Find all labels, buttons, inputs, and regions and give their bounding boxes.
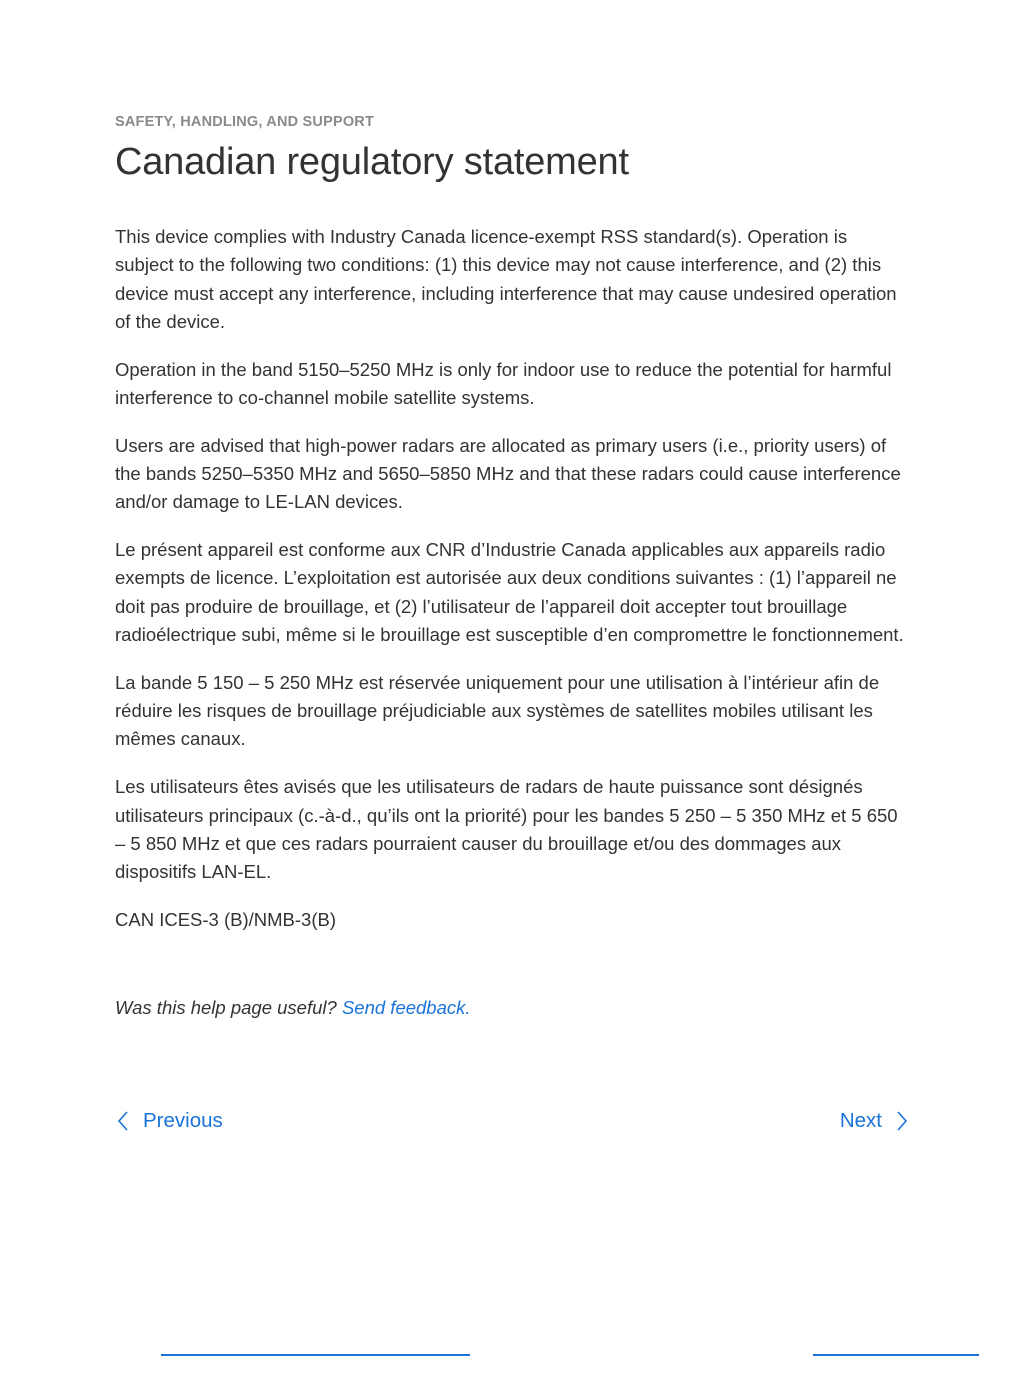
paragraph-radars: Users are advised that high-power radars are allocated as primary users (i.e., priority users) of the bands 5250–5350 MHz and 5650–5850 MHz and that these radars could cause interference and/or damage to LE-LAN devices. — [115, 434, 901, 513]
section-eyebrow: SAFETY, HANDLING, AND SUPPORT — [115, 114, 375, 130]
next-link[interactable] — [840, 1106, 910, 1136]
footer-divider-right — [813, 1354, 979, 1356]
paragraph-fr-conformite: Le présent appareil est conforme aux CNR d’Industrie Canada applicables aux appareils radio exempts de licence. L’exploitation est autorisée aux deux conditions suivantes : (1) l’appareil ne doit pas produire de brouillage, et (2) l’utilisateur de l’appareil doit accepter tout brouillage radioélectrique subi, même si le brouillage est susceptible d’en compromettre le fonctionnement. — [115, 539, 904, 646]
article — [115, 112, 910, 1021]
paragraph-fr-radars: Les utilisateurs êtes avisés que les utilisateurs de radars de haute puissance sont désignés utilisateurs principaux (c.-à-d., qu’ils ont la priorité) pour les bandes 5 250 – 5 350 MHz et 5 650 – 5 850 MHz et que ces radars pourraient causer du brouillage et/ou des dommages aux dispositifs LAN-EL. — [115, 776, 898, 883]
send-feedback-link[interactable]: Send feedback. — [341, 997, 471, 1019]
chevron-left-icon — [115, 1109, 133, 1133]
page-title: Canadian regulatory statement — [115, 141, 629, 183]
footer-divider-left — [161, 1354, 470, 1356]
paragraph-ic-compliance: This device complies with Industry Canada licence-exempt RSS standard(s). Operation is subject to the following two conditions: (1) this device may not cause interference, and (2) this device must accept any interference, including interference that may cause undesired operation of the device. — [115, 226, 897, 332]
previous-link[interactable] — [115, 1106, 223, 1136]
previous-label: Previous — [143, 1109, 223, 1132]
page-navigation — [115, 1106, 910, 1136]
paragraph-ices: CAN ICES-3 (B)/NMB-3(B) — [115, 908, 336, 930]
chevron-right-icon — [892, 1109, 910, 1133]
feedback-prompt — [115, 995, 910, 1021]
paragraph-fr-bande: La bande 5 150 – 5 250 MHz est réservée uniquement pour une utilisation à l’intérieur afin de réduire les risques de brouillage préjudiciable aux systèmes de satellites mobiles utilisant les mêmes canaux. — [115, 671, 880, 750]
article-body — [115, 223, 910, 934]
next-label: Next — [839, 1109, 882, 1132]
paragraph-band-5150: Operation in the band 5150–5250 MHz is only for indoor use to reduce the potential for harmful interference to co-channel mobile satellite systems. — [115, 358, 892, 408]
feedback-question: Was this help page useful? — [115, 997, 337, 1019]
